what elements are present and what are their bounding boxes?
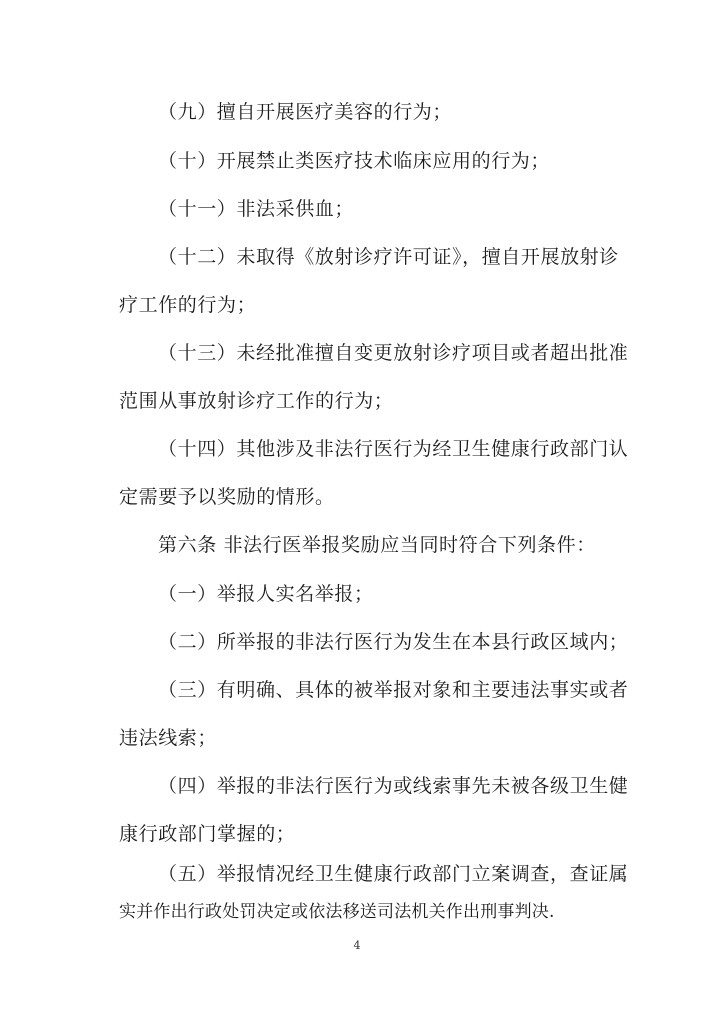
clause-14: （十四）其他涉及非法行医行为经卫生健康行政部门认 [158, 438, 629, 460]
clause-13-cont: 范围从事放射诊疗工作的行为； [119, 390, 394, 412]
condition-1: （一）举报人实名举报； [158, 583, 374, 605]
clause-9: （九）擅自开展医疗美容的行为； [158, 101, 453, 123]
clause-10: （十）开展禁止类医疗技术临床应用的行为； [158, 150, 551, 172]
condition-3-cont: 违法线索； [119, 727, 218, 749]
clause-13: （十三）未经批准擅自变更放射诊疗项目或者超出批准 [158, 342, 629, 364]
condition-2: （二）所举报的非法行医行为发生在本县行政区域内； [158, 631, 629, 653]
clause-12-cont: 疗工作的行为； [119, 294, 257, 316]
condition-5: （五）举报情况经卫生健康行政部门立案调查，查证属 [158, 863, 629, 885]
page-number: 4 [353, 939, 361, 952]
article-6-heading: 第六条 非法行医举报奖励应当同时符合下列条件： [158, 534, 596, 556]
condition-3: （三）有明确、具体的被举报对象和主要违法事实或者 [158, 679, 629, 701]
condition-5-cont: 实并作出行政处罚决定或依法移送司法机关作出刑事判决. [119, 902, 555, 922]
clause-12: （十二）未取得《放射诊疗许可证》，擅自开展放射诊 [158, 246, 619, 268]
condition-4-cont: 康行政部门掌握的； [119, 823, 296, 845]
condition-4: （四）举报的非法行医行为或线索事先未被各级卫生健 [158, 775, 629, 797]
clause-14-cont: 定需要予以奖励的情形。 [119, 486, 335, 508]
clause-11: （十一）非法采供血； [158, 198, 355, 220]
